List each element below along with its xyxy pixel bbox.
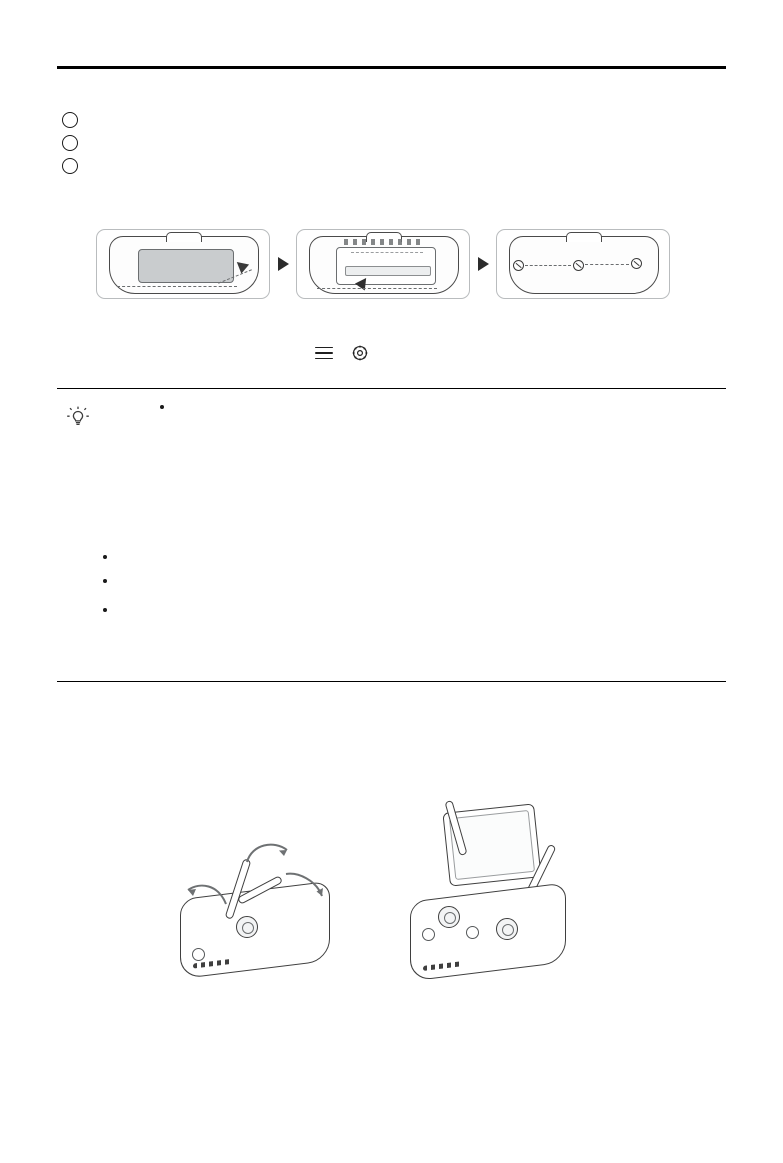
bullet-dot (103, 608, 107, 612)
list-item (160, 398, 720, 409)
step-number-circle-1 (62, 112, 78, 128)
gear-icon[interactable] (351, 344, 369, 362)
remote-controller-figure (160, 780, 600, 1020)
step-arrow-2 (470, 257, 496, 271)
base-line (317, 288, 437, 289)
remote-controller-folded (170, 830, 330, 950)
battery-bay-contacts (344, 239, 424, 245)
leader-line (525, 265, 571, 266)
bullet-dot (103, 579, 107, 583)
control-stick-icon (236, 916, 258, 938)
hamburger-menu-icon[interactable] (315, 347, 333, 360)
notes-bullet-list (103, 548, 703, 625)
inline-icon-row (315, 344, 369, 362)
screw-group (511, 248, 659, 282)
numbered-step-list (62, 110, 722, 179)
step-number-circle-2 (62, 135, 78, 151)
figure-panel-3 (496, 229, 670, 299)
leader-line (585, 264, 629, 265)
side-button-icon (422, 928, 435, 941)
list-item (103, 601, 703, 612)
bullet-dot (103, 555, 107, 559)
side-button-icon (192, 948, 205, 961)
aircraft-underside-illustration (309, 236, 459, 294)
control-stick-icon (438, 906, 460, 928)
screw-icon (631, 258, 642, 269)
rotate-arrow-icon (184, 878, 230, 908)
list-item (62, 133, 722, 156)
side-button-icon (466, 926, 479, 939)
control-stick-icon (496, 918, 518, 940)
screw-icon (573, 260, 584, 271)
tip-bullet-list (160, 398, 720, 412)
lightbulb-icon (65, 404, 91, 430)
top-rule (57, 66, 726, 69)
battery-bay-open-shape (336, 247, 436, 285)
base-line (117, 286, 237, 287)
list-item (62, 110, 722, 133)
rotate-arrow-icon (244, 838, 290, 868)
figure-panel-2 (296, 229, 470, 299)
battery-cover-shape (138, 249, 234, 283)
battery-installation-figure (96, 229, 696, 299)
screw-icon (513, 260, 524, 271)
list-item (103, 572, 703, 583)
step-arrow-1 (270, 257, 296, 271)
bullet-dot (160, 405, 164, 409)
list-item (62, 156, 722, 179)
triangle-right-icon (278, 257, 289, 271)
remote-controller-unfolded (410, 806, 610, 976)
figure-panel-1 (96, 229, 270, 299)
triangle-right-icon (478, 257, 489, 271)
section-rule (57, 681, 726, 682)
list-item (103, 548, 703, 559)
tip-top-rule (57, 388, 726, 389)
rotate-arrow-icon (282, 870, 328, 900)
step-number-circle-3 (62, 158, 78, 174)
